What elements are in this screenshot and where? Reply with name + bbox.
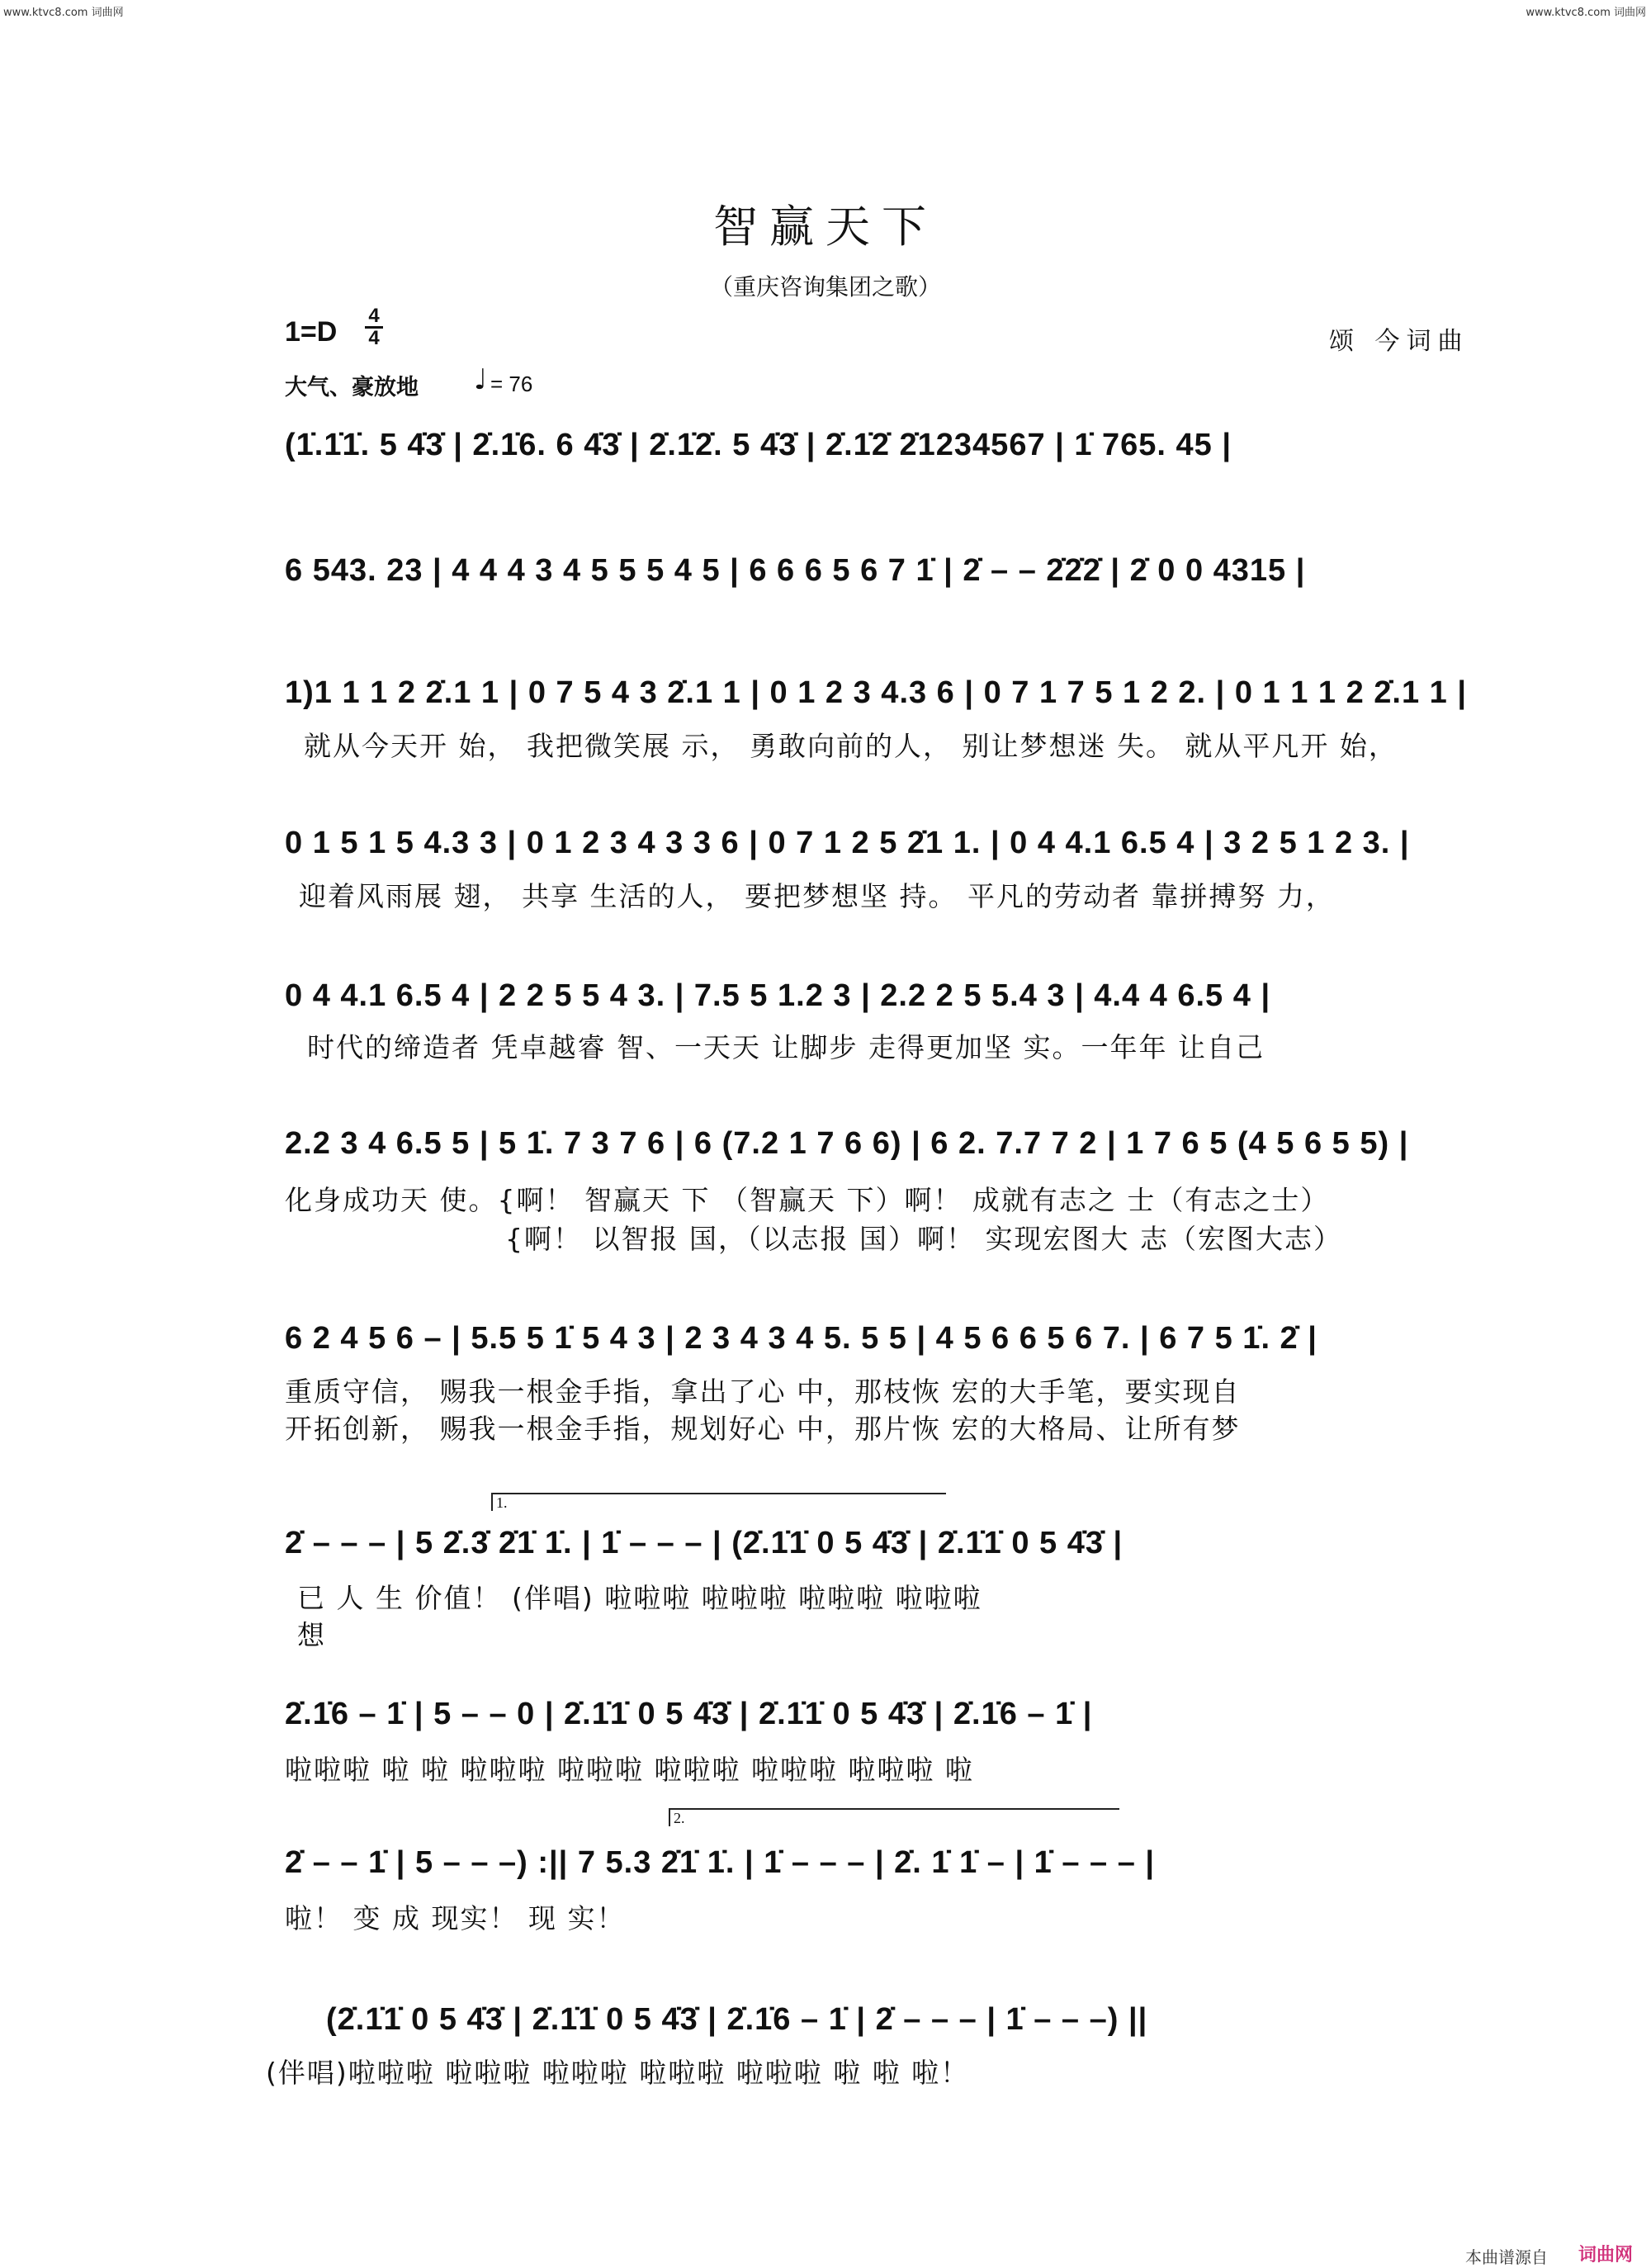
score-row-9-lyric: 啦啦啦 啦 啦 啦啦啦 啦啦啦 啦啦啦 啦啦啦 啦啦啦 啦: [285, 1754, 974, 1786]
tempo-value: = 76: [490, 372, 533, 396]
score-row-11-notes: (2̇.1̇1̇ 0 5 4̇3̇ | 2̇.1̇1̇ 0 5 4̇3̇ | 2̇.1̇6 – 1̇ | 2̇ – – – | 1̇ – – –) ||: [326, 2002, 1148, 2037]
first-ending-bracket: 1.: [491, 1493, 946, 1511]
score-row-3-lyric: 就从今天开 始， 我把微笑展 示， 勇敢向前的人， 别让梦想迷 失。 就从平凡开 始，: [304, 730, 1398, 762]
score-row-3-notes: 1)1 1 1 2 2̇.1 1 | 0 7 5 4 3 2̇.1 1 | 0 1 2 3 4.3 6 | 0 7 1 7 5 1 2 2. | 0 1 1 1 2 2̇.1 1 |: [285, 675, 1468, 710]
site-watermark-top-right: www.ktvc8.com 词曲网: [1526, 7, 1646, 19]
song-title: 智赢天下: [713, 201, 938, 253]
time-signature-bottom: 4: [368, 327, 380, 349]
score-row-8-notes: 2̇ – – – | 5 2̇.3̇ 2̇1̇ 1̇. | 1̇ – – – | (2̇.1̇1̇ 0 5 4̇3̇ | 2̇.1̇1̇ 0 5 4̇3̇ |: [285, 1526, 1124, 1560]
tempo-marking: 大气、豪放地: [285, 375, 419, 400]
song-subtitle: （重庆咨询集团之歌）: [709, 273, 941, 301]
score-row-9-notes: 2̇.1̇6 – 1̇ | 5 – – 0 | 2̇.1̇1̇ 0 5 4̇3̇ | 2̇.1̇1̇ 0 5 4̇3̇ | 2̇.1̇6 – 1̇ |: [285, 1697, 1093, 1731]
time-signature: [365, 307, 383, 348]
source-notice: 本曲谱源自: [1465, 2247, 1548, 2267]
score-row-10-lyric: 啦！ 变 成 现实！ 现 实！: [285, 1902, 626, 1934]
score-row-8-lyric-1: 已 人 生 价值！ (伴唱) 啦啦啦 啦啦啦 啦啦啦 啦啦啦: [297, 1582, 982, 1614]
score-row-6-lyric-1: 化身成功天 使。{啊！ 智赢天 下 （智赢天 下）啊！ 成就有志之 士（有志之士）: [285, 1184, 1330, 1216]
quarter-note-icon: ♩: [474, 363, 488, 396]
time-signature-top: 4: [368, 305, 380, 327]
score-row-6-notes: 2.2 3 4 6.5 5 | 5 1̇. 7 3 7 6 | 6 (7.2 1 7 6 6) | 6 2. 7.7 7 2 | 1 7 6 5 (4 5 6 5 5) |: [285, 1126, 1409, 1161]
brand-logo: 词曲网: [1578, 2245, 1634, 2266]
score-row-4-notes: 0 1 5 1 5 4.3 3 | 0 1 2 3 4 3 3 6 | 0 7 1 2 5 2̇1 1. | 0 4 4.1 6.5 4 | 3 2 5 1 2 3. |: [285, 826, 1410, 860]
score-row-5-notes: 0 4 4.1 6.5 4 | 2 2 5 5 4 3. | 7.5 5 1.2 3 | 2.2 2 5 5.4 3 | 4.4 4 6.5 4 |: [285, 978, 1271, 1013]
key-signature: 1=D: [285, 316, 338, 348]
second-ending-bracket: 2.: [669, 1808, 1119, 1826]
score-row-4-lyric: 迎着风雨展 翅， 共享 生活的人， 要把梦想坚 持。 平凡的劳动者 靠拼搏努 力，: [299, 880, 1335, 912]
score-row-10-notes: 2̇ – – 1̇ | 5 – – –) :|| 7 5.3 2̇1̇ 1̇. | 1̇ – – – | 2̇. 1̇ 1̇ – | 1̇ – – – |: [285, 1845, 1156, 1880]
site-watermark-top-left: www.ktvc8.com 词曲网: [3, 7, 124, 19]
score-row-8-lyric-2: 想: [297, 1619, 326, 1651]
score-row-7-lyric-2: 开拓创新， 赐我一根金手指，规划好心 中，那片恢 宏的大格局、让所有梦: [285, 1413, 1241, 1445]
score-row-7-lyric-1: 重质守信， 赐我一根金手指，拿出了心 中，那枝恢 宏的大手笔，要实现自: [285, 1375, 1241, 1408]
score-row-7-notes: 6 2 4 5 6 – | 5.5 5 1̇ 5 4 3 | 2 3 4 3 4 5. 5 5 | 4 5 6 6 5 6 7. | 6 7 5 1̇. 2̇ |: [285, 1321, 1317, 1356]
score-row-1-notes: (1̇.1̇1̇. 5 4̇3̇ | 2̇.1̇6. 6 4̇3̇ | 2̇.1̇2̇. 5 4̇3̇ | 2̇.1̇2̇ 2̇1234567 | 1̇ 765. 45 |: [285, 428, 1232, 462]
score-row-6-lyric-2: {啊！ 以智报 国，（以志报 国）啊！ 实现宏图大 志（宏图大志）: [505, 1223, 1342, 1255]
score-row-5-lyric: 时代的缔造者 凭卓越睿 智、一天天 让脚步 走得更加坚 实。一年年 让自己: [307, 1031, 1265, 1063]
score-row-2-notes: 6 543. 23 | 4 4 4 3 4 5 5 5 4 5 | 6 6 6 5 6 7 1̇ | 2̇ – – 2̇2̇2̇ | 2̇ 0 0 4315 |: [285, 553, 1306, 588]
composer-credit: 颂 今词曲: [1329, 327, 1469, 356]
score-row-11-lyric: (伴唱)啦啦啦 啦啦啦 啦啦啦 啦啦啦 啦啦啦 啦 啦 啦！: [266, 2057, 970, 2089]
